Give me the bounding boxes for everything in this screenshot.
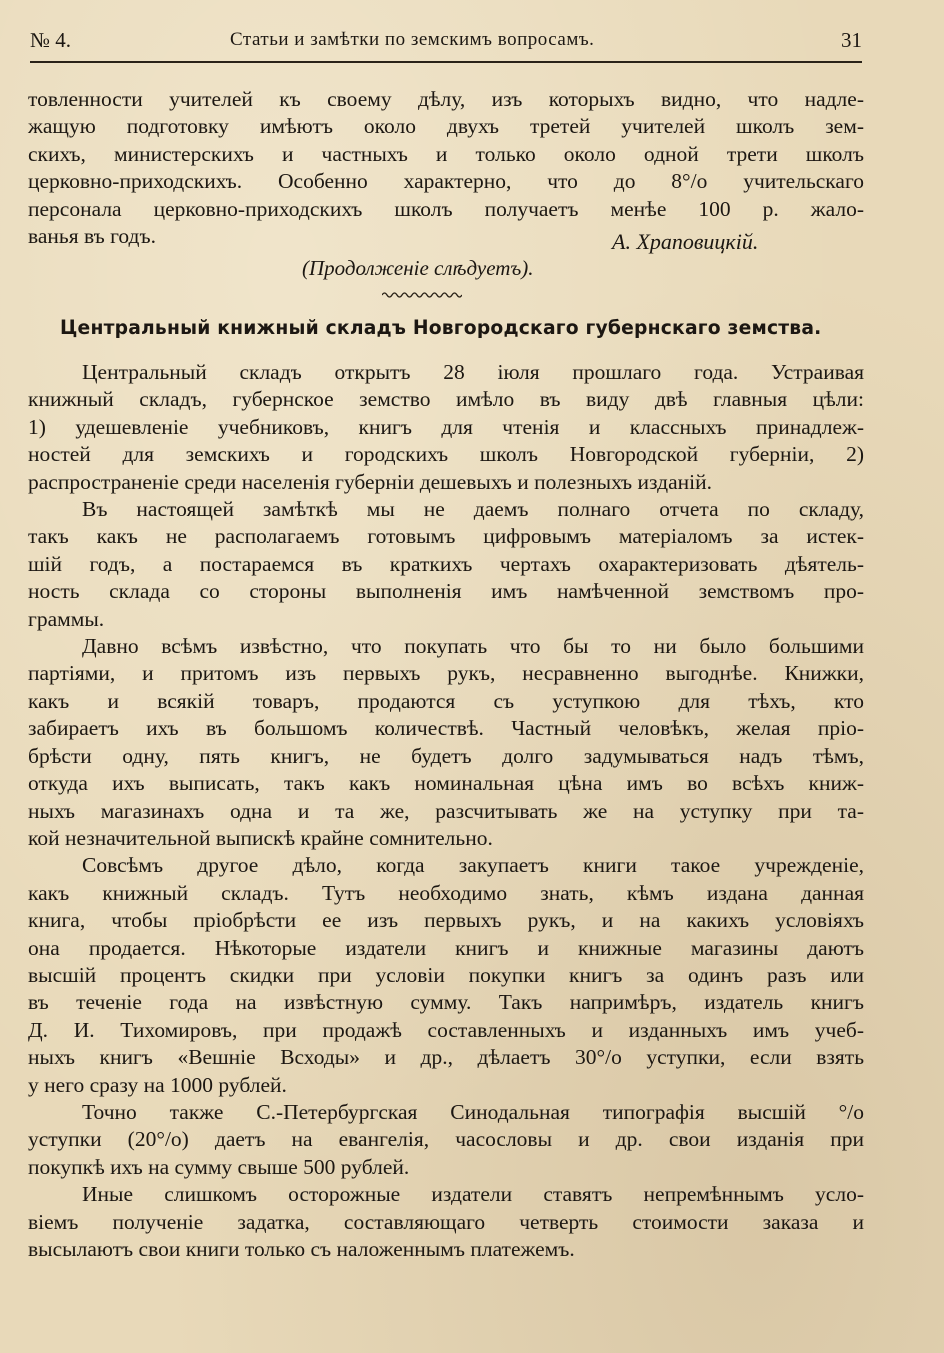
- text-line: 1) удешевленіе учебниковъ, книгъ для чтенія и классныхъ принадлеж-: [28, 414, 864, 439]
- paragraph: [28, 1099, 864, 1181]
- wave-divider-ornament: [382, 289, 462, 301]
- article-title: Центральный книжный складъ Новгородскаго губернскаго земства.: [60, 316, 822, 339]
- text-line: ныхъ магазинахъ одна и та же, разсчитывать же на уступку при та-: [28, 798, 864, 823]
- text-line: Д. И. Тихомировъ, при продажѣ составленныхъ и изданныхъ имъ учеб-: [28, 1017, 864, 1042]
- paragraph: [28, 359, 864, 496]
- text-line: Въ настоящей замѣткѣ мы не даемъ полнаго отчета по складу,: [82, 497, 864, 522]
- text-line: такъ какъ не располагаемъ готовымъ цифровымъ матеріаломъ за истек-: [28, 524, 864, 549]
- paragraph: [28, 496, 864, 633]
- text-line: жащую подготовку имѣютъ около двухъ третей учителей школъ зем-: [28, 114, 864, 139]
- text-line: скихъ, министерскихъ и частныхъ и только около одной трети школъ: [28, 141, 864, 166]
- text-line: ность склада со стороны выполненія имъ намѣченной земствомъ про-: [28, 579, 864, 604]
- text-line: уступки (20°/о) даетъ на евангелія, часословы и др. свои изданія при: [28, 1127, 864, 1152]
- text-line: ванья въ годъ.: [28, 224, 156, 249]
- text-line: забираетъ ихъ въ большомъ количествѣ. Частный человѣкъ, желая пріо-: [28, 716, 864, 741]
- text-line: Точно также С.-Петербургская Синодальная типографія высшій °/о: [82, 1099, 864, 1124]
- issue-number: № 4.: [30, 28, 72, 52]
- text-line: Центральный складъ открытъ 28 іюля прошлаго года. Устраивая: [82, 360, 864, 384]
- text-line: высшій процентъ скидки при условіи покупки книгъ за одинъ разъ или: [28, 962, 864, 987]
- paragraph: [28, 1181, 864, 1263]
- text-line: книга, чтобы пріобрѣсти ее изъ первыхъ рукъ, и на какихъ условіяхъ: [28, 908, 864, 933]
- page-number: 31: [841, 28, 862, 52]
- text-line: Иные слишкомъ осторожные издатели ставятъ непремѣннымъ усло-: [82, 1182, 864, 1207]
- header-rule: [30, 61, 862, 63]
- text-line: распространеніе среди населенія губерніи дешевыхъ и полезныхъ изданій.: [28, 469, 713, 494]
- text-line: ностей для земскихъ и городскихъ школъ Новгородской губерніи, 2): [28, 442, 864, 467]
- text-line: она продается. Нѣкоторые издатели книгъ и книжные магазины даютъ: [28, 935, 864, 960]
- paragraph: [28, 633, 864, 852]
- previous-article-text: [28, 86, 864, 250]
- author-signature: А. Храповицкій.: [612, 229, 759, 254]
- text-line: шій годъ, а постараемся въ краткихъ чертахъ охарактеризовать дѣятель-: [28, 551, 864, 576]
- text-line: какъ книжный складъ. Тутъ необходимо знать, кѣмъ издана данная: [28, 880, 864, 905]
- text-line: граммы.: [28, 606, 105, 631]
- text-line: ныхъ книгъ «Вешніе Всходы» и др., дѣлаетъ 30°/о уступки, если взять: [28, 1045, 864, 1070]
- continued-note: (Продолженіе слѣдуетъ).: [302, 256, 534, 280]
- text-line: партіями, и притомъ изъ первыхъ рукъ, несравненно выгоднѣе. Книжки,: [28, 661, 864, 686]
- text-line: откуда ихъ выписать, такъ какъ номинальная цѣна имъ во всѣхъ книж-: [28, 771, 864, 796]
- text-line: брѣсти одну, пять книгъ, не будетъ долго задумываться надъ тѣмъ,: [28, 743, 864, 768]
- text-line: Совсѣмъ другое дѣло, когда закупаетъ книги такое учрежденіе,: [82, 853, 864, 878]
- page-header: [30, 28, 862, 58]
- paragraph: [28, 852, 864, 1099]
- text-line: высылаютъ свои книги только съ наложеннымъ платежемъ.: [28, 1237, 575, 1261]
- text-line: книжный складъ, губернское земство имѣло въ виду двѣ главныя цѣли:: [28, 387, 864, 412]
- text-line: церковно-приходскихъ. Особенно характерно, что до 8°/о учительскаго: [28, 169, 864, 194]
- article-body: [28, 359, 864, 1263]
- text-line: у него сразу на 1000 рублей.: [28, 1072, 287, 1097]
- text-line: віемъ полученіе задатка, составляющаго четверть стоимости заказа и: [28, 1209, 864, 1234]
- running-title: Статьи и замѣтки по земскимъ вопросамъ.: [230, 29, 595, 50]
- text-line: Давно всѣмъ извѣстно, что покупать что бы то ни было большими: [82, 634, 864, 659]
- text-line: покупкѣ ихъ на сумму свыше 500 рублей.: [28, 1154, 410, 1179]
- text-line: кой незначительной выпискѣ крайне сомнительно.: [28, 825, 493, 850]
- text-line: товленности учителей къ своему дѣлу, изъ которыхъ видно, что надле-: [28, 87, 864, 111]
- text-line: какъ и всякій товаръ, продаются съ уступкою для тѣхъ, кто: [28, 688, 864, 713]
- text-line: въ теченіе года на извѣстную сумму. Такъ напримѣръ, издатель книгъ: [28, 990, 864, 1015]
- text-line: персонала церковно-приходскихъ школъ получаетъ менѣе 100 р. жало-: [28, 196, 864, 221]
